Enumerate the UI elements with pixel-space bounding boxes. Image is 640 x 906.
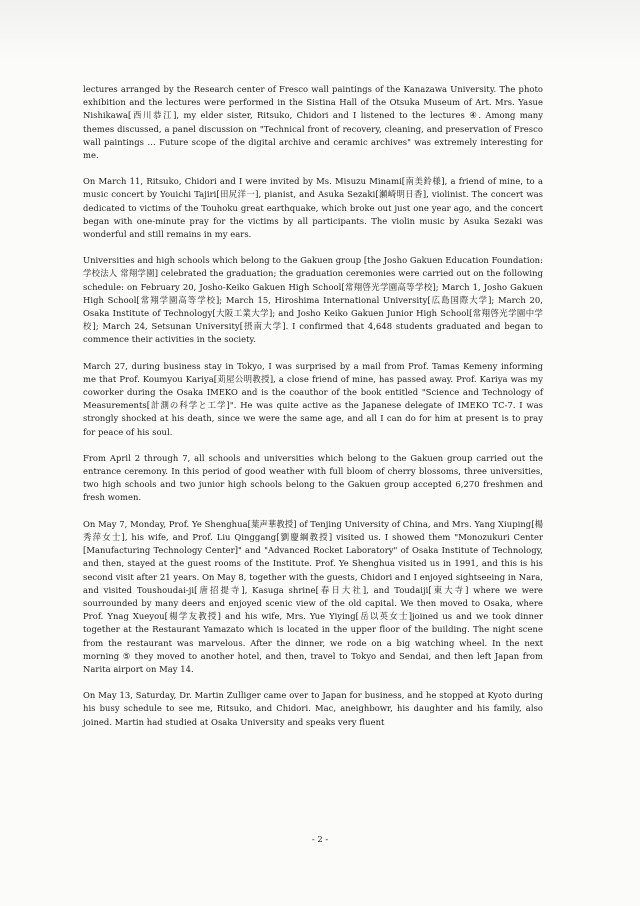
paragraph-fresco-lectures: lectures arranged by the Research center of Fresco wall paintings of the Kanazawa University. The photo exhibition and the lectures were performed in the Sistina Hall of the Otsuka Museum of Art. Mrs. Yasue Nishikawa[西川恭江], my elder sister, Ritsuko, Chidori and I listened to the lectures ④. Among many themes discussed, a panel discussion on "Technical front of recovery, cleaning, and preservation of Fresco wall paintings … Future scope of the digital archive and ceramic archives" was extremely interesting for me. [83, 84, 543, 161]
document-body [83, 83, 543, 742]
paragraph-march-concert: On March 11, Ritsuko, Chidori and I were invited by Ms. Misuzu Minami[南美鈴様], a friend of mine, to a music concert by Youichi Tajiri[田尻洋一], pianist, and Asuka Sezaki[瀬崎明日香], violinist. The concert was dedicated to victims of the Touhoku great earthquake, which broke out just one year ago, and the concert began with one-minute pray for the victims by all participants. The violin music by Asuka Sezaki was wonderful and still remains in my ears. [83, 176, 543, 240]
paragraph-martin-zulliger: On May 13, Saturday, Dr. Martin Zulliger came over to Japan for business, and he stopped at Kyoto during his busy schedule to see me, Ritsuko, and Chidori. Mac, aneighbowr, his daughter and his family, also joined. Martin had studied at Osaka University and speaks very fluent [83, 690, 543, 727]
paragraph-graduation: Universities and high schools which belong to the Gakuen group [the Josho Gakuen Education Foundation: 学校法人 常翔学園] celebrated the graduation; the graduation ceremonies were carried out on the following schedule: on February 20, Josho-Keiko Gakuen High School[常翔啓光学園高等学校]; March 1, Josho Gakuen High School[常翔学園高等学校]; March 15, Hiroshima International University[広島国際大学]; March 20, Osaka Institute of Technology[大阪工業大学]; and Josho Keiko Gakuen Junior High School[常翔啓光学園中学校]; March 24, Setsunan University[摂南大学]. I confirmed that 4,648 students graduated and began to commence their activities in the society. [83, 255, 543, 345]
paragraph-prof-kariya: March 27, during business stay in Tokyo, I was surprised by a mail from Prof. Tamas Kemeny informing me that Prof. Koumyou Kariya[苅屋公明教授], a close friend of mine, has passed away. Prof. Kariya was my coworker during the Osaka IMEKO and is the coauthor of the book entitled "Science and Technology of Measurements[計測の科学と工学]". He was quite active as the Japanese delegate of IMEKO TC-7. I was strongly shocked at his death, since we were the same age, and all I can do for him at present is to pray for peace of his soul. [83, 360, 543, 437]
paragraph-entrance-ceremony: From April 2 through 7, all schools and universities which belong to the Gakuen group carried out the entrance ceremony. In this period of good weather with full bloom of cherry blossoms, three universities, two high schools and two junior high schools belong to the Gakuen group accepted 6,270 freshmen and fresh women. [83, 452, 543, 503]
page-number: - 2 - [311, 834, 329, 844]
paragraph-prof-ye-visit: On May 7, Monday, Prof. Ye Shenghua[葉声華教授] of Tenjing University of China, and Mrs. Yang Xiuping[楊秀萍女士], his wife, and Prof. Liu Qinggang[劉慶綱教授] visited us. I showed them "Monozukuri Center [Manufacturing Technology Center]" and "Advanced Rocket Laboratory" of Osaka Institute of Technology, and then, stayed at the guest rooms of the Institute. Prof. Ye Shenghua visited us in 1991, and this is his second visit after 21 years. On May 8, together with the guests, Chidori and I enjoyed sightseeing in Nara, and visited Toushoudai-ji[唐招提寺], Kasuga shrine[春日大社], and Toudaiji[東大寺] where we were sourrounded by many deers and enjoyed scenic view of the old capital. We then moved to Osaka, where Prof. Ynag Xueyou[楊学友教授] and his wife, Mrs. Yue Yiying[岳以英女士]joined us and we took dinner together at the Restaurant Yamazato which is located in the upper floor of the building. The night scene from the restaurant was marvelous. After the dinner, we rode on a big watching wheel. In the next morning ⑤ they moved to another hotel, and then, travel to Tokyo and Sendai, and then left Japan from Narita airport on May 14. [83, 518, 543, 674]
